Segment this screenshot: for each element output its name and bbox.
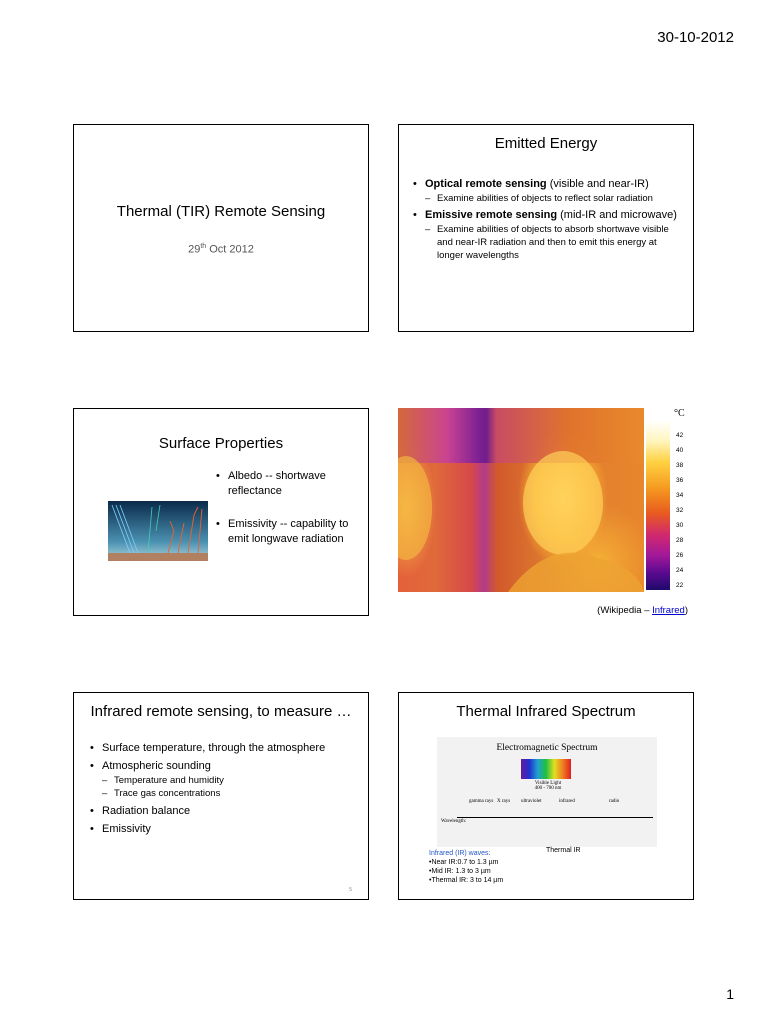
- thermal-camera-image: [398, 408, 644, 592]
- slide-subtitle-date: 29th Oct 2012: [188, 243, 254, 256]
- slide-thermal-ir-spectrum: [398, 692, 694, 900]
- scale-label: 36: [676, 477, 684, 484]
- ir-waves-list: [429, 849, 503, 885]
- slide-emitted-energy: [398, 124, 694, 332]
- visible-light-band: [521, 759, 571, 779]
- ir-item: •Thermal IR: 3 to 14 µm: [429, 877, 504, 884]
- scale-label: 42: [676, 432, 684, 439]
- sub-list-item: – Examine abilities of objects to reflect solar radiation: [425, 192, 683, 205]
- slide-title-thermal: [73, 124, 369, 332]
- scale-label: 38: [676, 462, 684, 469]
- slide-title: Thermal (TIR) Remote Sensing: [116, 203, 326, 220]
- band-label: gamma rays: [469, 799, 494, 804]
- slide-title: Emitted Energy: [494, 135, 598, 152]
- infrared-link[interactable]: Infrared: [652, 605, 685, 616]
- list-item: • Surface temperature, through the atmosphere: [88, 741, 358, 755]
- image-caption: (Wikipedia – Infrared): [597, 605, 688, 616]
- band-label: ultraviolet: [521, 799, 542, 804]
- temperature-color-scale: [646, 420, 670, 590]
- page-date: 30-10-2012: [657, 29, 734, 46]
- scale-label: 26: [676, 552, 684, 559]
- sub-list-item: – Examine abilities of objects to absorb shortwave visible and near-IR radiation and then to emit this energy at longer wavelengths: [425, 223, 683, 262]
- list-item: • Emissivity -- capability to emit longwave radiation: [214, 517, 354, 547]
- thermal-ir-label: Thermal IR: [546, 847, 581, 854]
- slide-infrared-measure: [73, 692, 369, 900]
- ir-item: •Mid IR: 1.3 to 3 µm: [429, 868, 491, 875]
- slide-surface-properties: [73, 408, 369, 616]
- sub-list-item: – Temperature and humidity: [102, 774, 358, 787]
- radiation-diagram-image: [108, 501, 208, 561]
- visible-light-label: Visible Light 400 - 700 nm: [534, 781, 562, 791]
- bullet-list: [214, 469, 354, 565]
- page-number: 1: [726, 986, 734, 1002]
- faces-thermal-silhouette: [398, 408, 644, 592]
- band-label: radio: [609, 799, 620, 804]
- list-item: • Atmospheric sounding – Temperature and humidity – Trace gas concentrations: [88, 759, 358, 800]
- sub-list-item: – Trace gas concentrations: [102, 787, 358, 800]
- slide-thermal-image: [398, 408, 694, 616]
- band-label: infrared: [559, 799, 575, 804]
- slide-number: 5: [349, 887, 352, 893]
- list-item: • Emissive remote sensing (mid-IR and microwave) – Examine abilities of objects to absorb shortwave visible and near-IR radiation and then to emit this energy at longer wavelengths: [411, 208, 683, 262]
- list-item: • Albedo -- shortwave reflectance: [214, 469, 354, 499]
- ir-waves-header: Infrared (IR) waves:: [429, 850, 491, 857]
- scale-label: 24: [676, 567, 684, 574]
- wavelength-label: Wavelength:: [441, 819, 467, 824]
- wavelength-axis: [457, 817, 653, 818]
- scale-label: 32: [676, 507, 684, 514]
- slide-title: Surface Properties: [158, 435, 284, 452]
- bullet-list: [411, 177, 683, 265]
- em-spectrum-figure: [437, 737, 657, 847]
- scale-label: 40: [676, 447, 684, 454]
- scale-label: 30: [676, 522, 684, 529]
- list-item: • Emissivity: [88, 822, 358, 836]
- slide-title: Thermal Infrared Spectrum: [456, 703, 636, 720]
- scale-label: 34: [676, 492, 684, 499]
- list-item: • Radiation balance: [88, 804, 358, 818]
- bullet-list: [88, 741, 358, 840]
- unit-label: °C: [674, 408, 685, 419]
- ir-item: •Near IR:0.7 to 1.3 µm: [429, 859, 499, 866]
- band-label: X rays: [497, 799, 511, 804]
- spectrum-title: Electromagnetic Spectrum: [496, 743, 598, 753]
- list-item: • Optical remote sensing (visible and near-IR) – Examine abilities of objects to reflect solar radiation: [411, 177, 683, 205]
- slide-title: Infrared remote sensing, to measure …: [90, 703, 352, 720]
- scale-label: 28: [676, 537, 684, 544]
- scale-label: 22: [676, 582, 684, 589]
